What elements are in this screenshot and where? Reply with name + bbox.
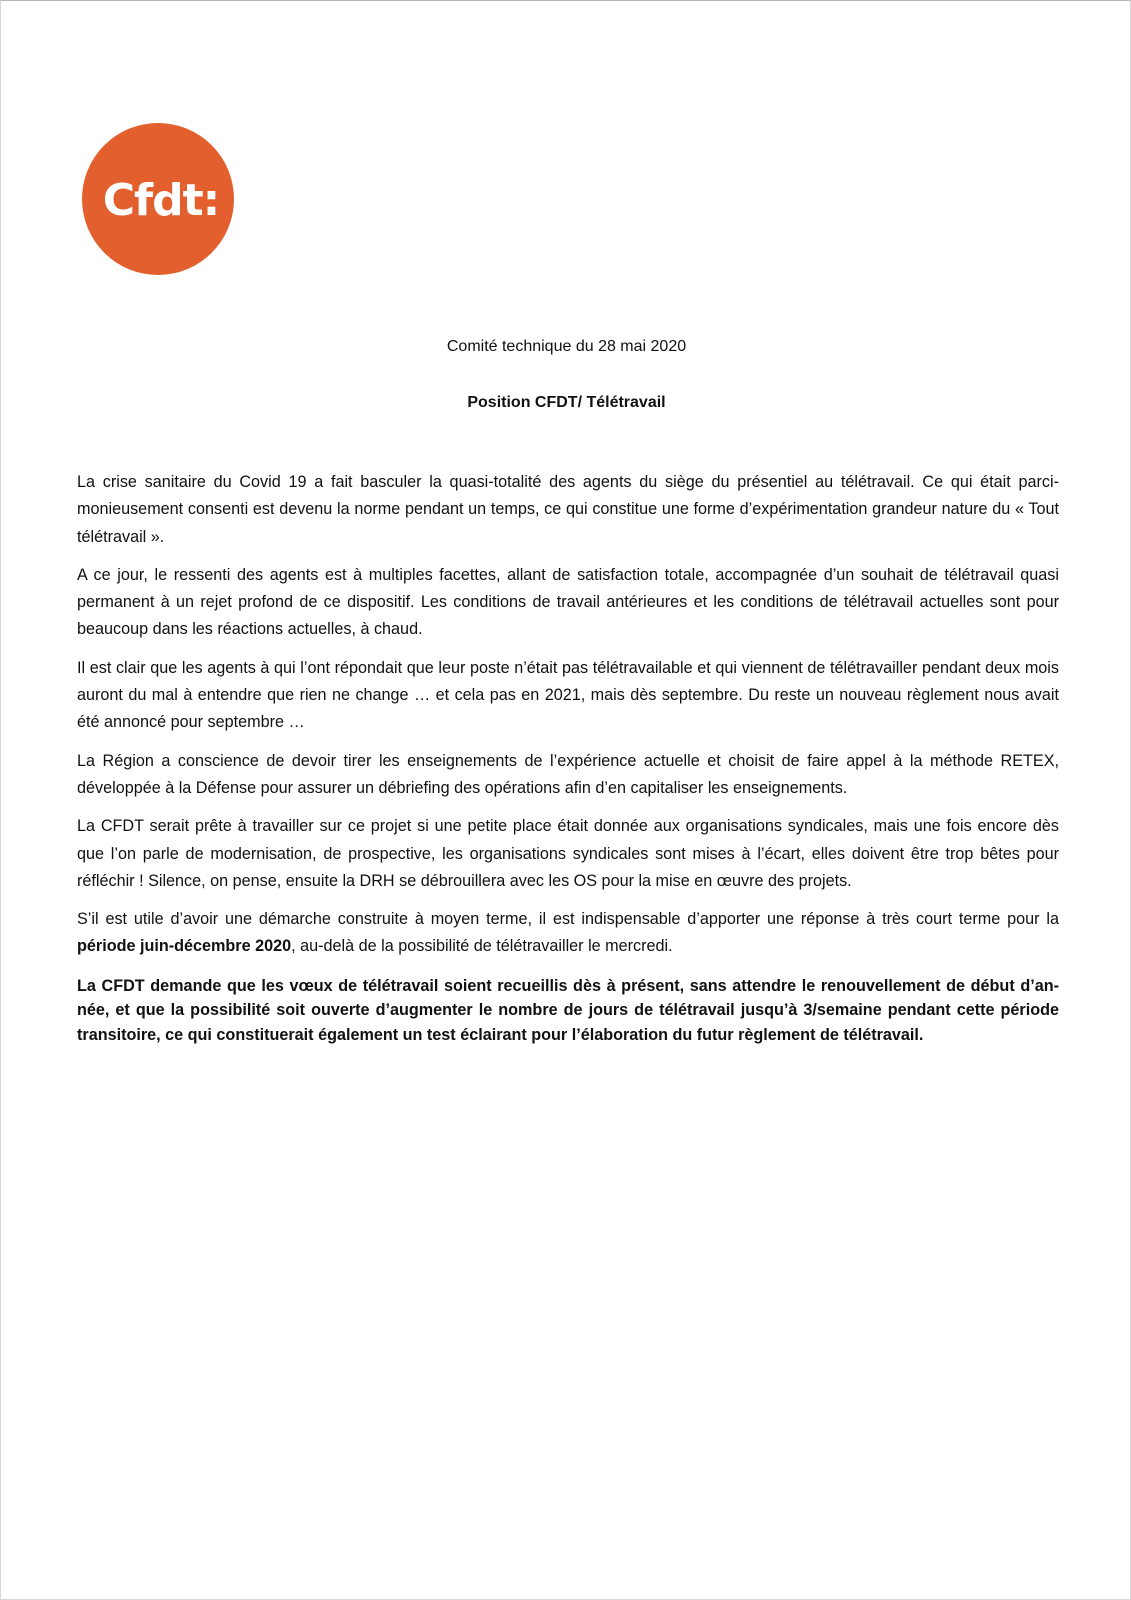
period-highlight: période juin-décembre 2020 bbox=[77, 937, 292, 956]
meeting-title: Comité technique du 28 mai 2020 bbox=[446, 338, 687, 355]
paragraph-text-after: , au-delà de la possibilité de télétravailler le mercredi. bbox=[291, 937, 673, 956]
paragraph-retex-method: La Région a conscience de devoir tirer les enseignements de l’expérience actuelle et choisit de faire appel à la méthode RETEX, développée à la Défense pour assurer un débriefing des opérations afin d’en capitaliser les enseignements. bbox=[77, 751, 1059, 797]
paragraph-text-before: S’il est utile d’avoir une démarche construite à moyen terme, il est indispensable d’apporter une réponse à très court terme pour la bbox=[77, 910, 1059, 929]
paragraph-cfdt-demand: La CFDT demande que les vœux de télétravail soient recueillis dès à présent, sans attendre le renouvellement de début d’année, et que la possibilité soit ouverte d’augmenter le nombre de jours de télétravail jusqu’à 3/semaine pendant cette période transitoire, ce qui constituerait également un test éclairant pour l’élaboration du futur règlement de télétravail. bbox=[77, 976, 1059, 1044]
paragraph-covid-context: La crise sanitaire du Covid 19 a fait basculer la quasi-totalité des agents du siège du présentiel au télétravail. Ce qui était parcimonieusement consenti est devenu la norme pendant un temps, ce qui constitue une forme d’expérimentation grandeur nature du « Tout télétravail ». bbox=[77, 473, 1059, 546]
paragraph-teleworkable-posts: Il est clair que les agents à qui l’ont répondait que leur poste n’était pas télétravailable et qui viennent de télétravailler pendant deux mois auront du mal à entendre que rien ne change … et cela pas en 2021, mais dès septembre. Du reste un nouveau règlement nous avait été annoncé pour septembre … bbox=[77, 658, 1059, 732]
document-title: Position CFDT/ Télétravail bbox=[467, 394, 666, 411]
document-body bbox=[77, 469, 1059, 1058]
paragraph-short-term-response bbox=[77, 906, 1059, 961]
cfdt-logo bbox=[82, 123, 234, 275]
paragraph-agent-feelings: A ce jour, le ressenti des agents est à multiples facettes, allant de satisfaction totale, accompagnée d’un souhait de télétravail quasi permanent à un rejet profond de ce dispositif. Les conditions de travail antérieures et les conditions de télétravail actuelles sont pour beaucoup dans les réactions actuelles, à chaud. bbox=[77, 565, 1059, 639]
paragraph-unions-sidelined: La CFDT serait prête à travailler sur ce projet si une petite place était donnée aux organisations syndicales, mais une fois encore dès que l’on parle de modernisation, de prospective, les organisations syndicales sont mises à l’écart, elles doivent être trop bêtes pour réfléchir ! Silence, on pense, ensuite la DRH se débrouillera avec les OS pour la mise en œuvre des projets. bbox=[77, 817, 1059, 890]
logo-text: Cfdt: bbox=[102, 174, 220, 226]
